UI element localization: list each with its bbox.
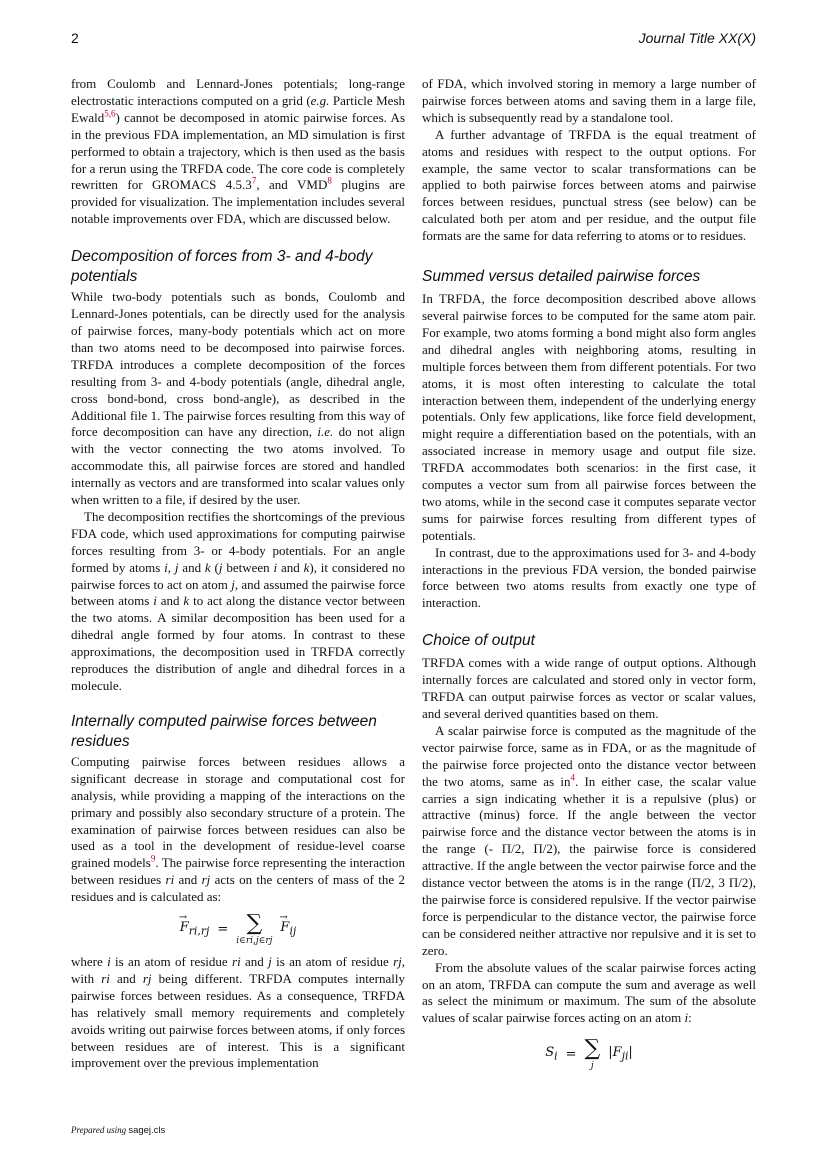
citation-link[interactable]: 7	[251, 176, 257, 187]
citation-link[interactable]: 9	[150, 854, 156, 865]
paragraph: A scalar pairwise force is computed as the magnitude of the vector pairwise force, same as in FDA, or as the magnitude of the pairwise force projected onto the distance vector between the two atoms, same as in$^4$. In either case, the scalar value carries a sign indicating whether it is a repulsive (plus) or attractive (minus) force. If the angle between the vector pairwise force and the distance vector between the atoms is in the range (- Π/2, Π/2), the pairwise force is considered attractive. If the angle between the vector pairwise force and the distance vector between the atoms is in the range (Π/2, 3 Π/2), the pairwise force is considered repulsive. If the vector pairwise force is perpendicular to the distance vector, the pairwise force can be considered neither attractive nor repulsive and it is set to zero.	[422, 722, 756, 958]
paragraph: TRFDA comes with a wide range of output options. Although internally forces are calculated and stored only in vector form, TRFDA can output pairwise forces as vector or scalar values, and several derived quantities based on them.	[422, 655, 756, 721]
citation-link[interactable]: 4	[570, 772, 575, 783]
citation-link[interactable]: 5,6	[104, 108, 116, 119]
section-heading: Internally computed pairwise forces between residues	[71, 712, 377, 750]
page-number: 2	[71, 30, 79, 46]
footer: Prepared using sagej.cls	[71, 1125, 166, 1136]
paragraph: A further advantage of TRFDA is the equal treatment of atoms and residues with respect to the output options. For example, the same vector to scalar transformations can be applied to both pairwise forces between atoms and pairwise forces between residues, punctual stress (see below) can be calculated both per atom and per residue, and the output file formats are the same for data referring to atoms or to residues.	[422, 126, 756, 244]
paragraph: In contrast, due to the approximations used for 3- and 4-body interactions in the previous FDA version, the bonded pairwise force between two atoms results from exactly one type of interaction.	[422, 544, 756, 611]
paragraph: of FDA, which involved storing in memory a large number of pairwise forces between atoms and saving them in a large file, which is subsequently read by a standalone tool.	[422, 76, 756, 125]
equation-residue-force: → $F_{ri,rj}$ = ∑ i∈ri,j∈rj → $F_{ij}$	[71, 914, 405, 946]
section-heading: Summed versus detailed pairwise forces	[422, 268, 701, 286]
paragraph: While two-body potentials such as bonds, Coulomb and Lennard-Jones potentials, can be directly used for the analysis of pairwise forces, many-body potentials which act on more than two atoms need to be decomposed into pairwise forces. TRFDA introduces a complete decomposition of the forces resulting from 3- and 4-body potentials (angle, dihedral angle, cross bond-bond, cross bond-angle), as described in the Additional file 1. The pairwise forces resulting from this way of force decomposition can have any direction, i.e. do not align with the vector connecting the two atoms involved. To accommodate this, all pairwise forces are stored and handled internally as vectors and are transformed into scalar values only when written to a file, if desired by the user.	[71, 289, 405, 508]
left-column	[71, 76, 405, 1072]
section-heading: Decomposition of forces from 3- and 4-body potentials	[71, 248, 373, 286]
paragraph: where i is an atom of residue ri and j is an atom of residue rj, with ri and rj being different. TRFDA computes internally pairwise forces between residues. As a consequence, TRFDA has relatively small memory requirements and completely avoids writing out pairwise forces between atoms, if only forces between residues are of interest. This is a significant improvement over the previous implementation	[71, 953, 405, 1071]
paragraph: The decomposition rectifies the shortcomings of the previous FDA code, which used approximations for computing pairwise forces resulting from 3- or 4-body potentials. For an angle formed by atoms i, j and k (j between i and k), it considered no pairwise forces to act on atom j, and assumed the pairwise force between atoms i and k to act along the distance vector between the two atoms. A similar decomposition has been used for a dihedral angle formed by four atoms. In contrast to these approximations, the decomposition used in TRFDA correctly reproduces the distribution of angle and dihedral forces in a molecule.	[71, 508, 405, 693]
journal-title: Journal Title XX(X)	[638, 30, 756, 46]
citation-link[interactable]: 8	[327, 176, 332, 187]
right-column	[422, 76, 756, 1079]
paragraph: In TRFDA, the force decomposition described above allows several pairwise forces to be computed for the same atom pair. For example, two atoms forming a bond might also form angles and dihedral angles with neighboring atoms, resulting in multiple forces between them from different potentials. For two atoms, it is most often interesting to calculate the total interaction between them, independent of the underlying energy potentials. Only few applications, like force field development, might require a differentiation based on the potentials, with an associated increase in memory usage and output file size. TRFDA accommodates both scenarios: in the first case, it computes a vector sum from all pairwise forces between the two atoms, while in the second case it computes separate vector sums for pairwise forces resulting from different types of potentials.	[422, 291, 756, 543]
paragraph: Computing pairwise forces between residues allows a significant decrease in storage and computational cost for analysis, while providing a mapping of the interactions on the primary and possibly also secondary structure of a protein. The examination of pairwise forces between residues can also be used as a tool in the development of residue-level coarse grained models$^9$. The pairwise force representing the interaction between residues ri and rj acts on the centers of mass of the 2 residues and is calculated as:	[71, 753, 405, 905]
class-file-name: sagej.cls	[128, 1125, 166, 1136]
paragraph: From the absolute values of the scalar pairwise forces acting on an atom, TRFDA can compute the sum and average as well as select the minimum or maximum. The sum of the absolute values of scalar pairwise forces acting on an atom i:	[422, 959, 756, 1026]
equation-sum-forces: $S_i$ = ∑ j $|F_{ji}|$	[545, 1036, 633, 1072]
paragraph: from Coulomb and Lennard-Jones potentials; long-range electrostatic interactions computed on a grid (e.g. Particle Mesh Ewald$^{5,6}$) cannot be decomposed in atomic pairwise forces. As in the previous FDA implementation, an MD simulation is first performed to obtain a trajectory, which is then used as the basis for a rerun using the TRFDA code. The core code is completely rewritten for GROMACS 4.5.3$^7$, and VMD$^8$ plugins are provided for visualization. The implementation includes several notable improvements over FDA, which are discussed below.	[71, 76, 405, 227]
section-heading: Choice of output	[422, 632, 535, 650]
